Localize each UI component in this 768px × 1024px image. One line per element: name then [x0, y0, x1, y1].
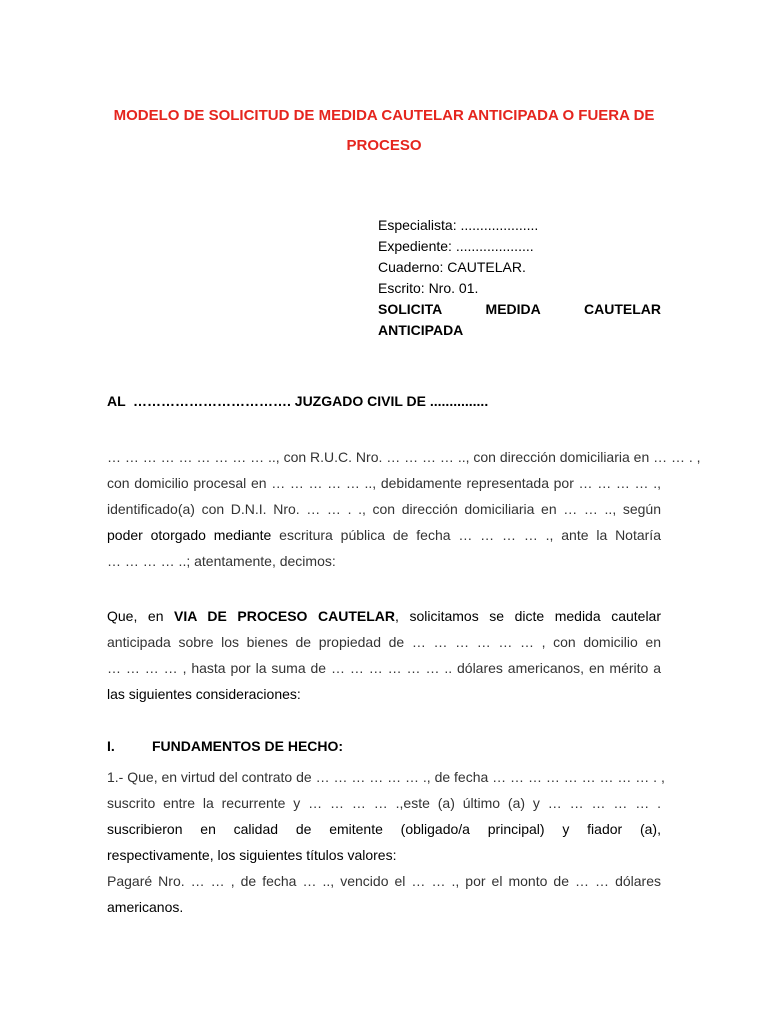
- cuaderno-line: Cuaderno: CAUTELAR.: [378, 259, 526, 275]
- request-line: [107, 603, 661, 629]
- title-line-1: MODELO DE SOLICITUD DE MEDIDA CAUTELAR ANTICIPADA O FUERA DE: [113, 107, 655, 124]
- request-fragment: , solicitamos se dicte medida cautelar: [395, 608, 661, 624]
- section-title: FUNDAMENTOS DE HECHO:: [152, 738, 344, 754]
- document-title: [96, 101, 672, 161]
- facts-line: americanos.: [107, 899, 184, 915]
- section-number: I.: [107, 738, 115, 754]
- request-paragraph: [107, 603, 661, 707]
- escrito-line: Escrito: Nro. 01.: [378, 280, 479, 296]
- addressee-court: ……………………………. JUZGADO CIVIL DE ...............: [133, 393, 489, 409]
- request-fragment: Que, en: [107, 608, 175, 624]
- facts-line: suscribieron en calidad de emitente (obligado/a principal) y fiador (a),: [107, 821, 661, 837]
- expediente-line: Expediente: ....................: [378, 238, 534, 254]
- section-heading: [107, 738, 343, 754]
- intro-line: … … … … … … … … … .., con R.U.C. Nro. … … … … .., con dirección domiciliaria en … … . ,: [107, 449, 701, 465]
- addressee-line: [107, 393, 488, 409]
- facts-line: Pagaré Nro. … … , de fecha … .., vencido el … … ., por el monto de … … dólares: [107, 873, 661, 889]
- request-line: las siguientes consideraciones:: [107, 686, 301, 702]
- intro-paragraph: [107, 444, 701, 574]
- request-bold-fragment: VIA DE PROCESO CAUTELAR: [174, 608, 395, 624]
- especialista-line: Especialista: ....................: [378, 217, 539, 233]
- intro-fragment: escritura pública de fecha … … … … ., ante la Notaría: [271, 527, 661, 543]
- facts-line: suscrito entre la recurrente y … … … … .,este (a) último (a) y … … … … … .: [107, 795, 661, 811]
- intro-bold-fragment: poder otorgado mediante: [107, 527, 272, 543]
- request-line: anticipada sobre los bienes de propiedad de … … … … … … , con domicilio en: [107, 634, 661, 650]
- addressee-al: AL: [107, 393, 126, 409]
- title-line-2: PROCESO: [346, 137, 422, 154]
- facts-line: respectivamente, los siguientes títulos valores:: [107, 847, 397, 863]
- facts-line: 1.- Que, en virtud del contrato de … … … … … … ., de fecha … … … … … … … … … . ,: [107, 769, 665, 785]
- facts-paragraph: [107, 764, 665, 920]
- intro-line: [107, 522, 661, 548]
- sumilla-line-1: SOLICITA MEDIDA CAUTELAR: [378, 301, 661, 317]
- sumilla-line-2: ANTICIPADA: [378, 322, 464, 338]
- intro-line: identificado(a) con D.N.I. Nro. … … . ., con dirección domiciliaria en … … .., según: [107, 501, 661, 517]
- intro-line: … … … … ..; atentamente, decimos:: [107, 553, 336, 569]
- case-header: [378, 215, 661, 341]
- request-line: … … … … , hasta por la suma de … … … … … … .. dólares americanos, en mérito a: [107, 660, 661, 676]
- intro-line: con domicilio procesal en … … … … … .., debidamente representada por … … … … .,: [107, 475, 661, 491]
